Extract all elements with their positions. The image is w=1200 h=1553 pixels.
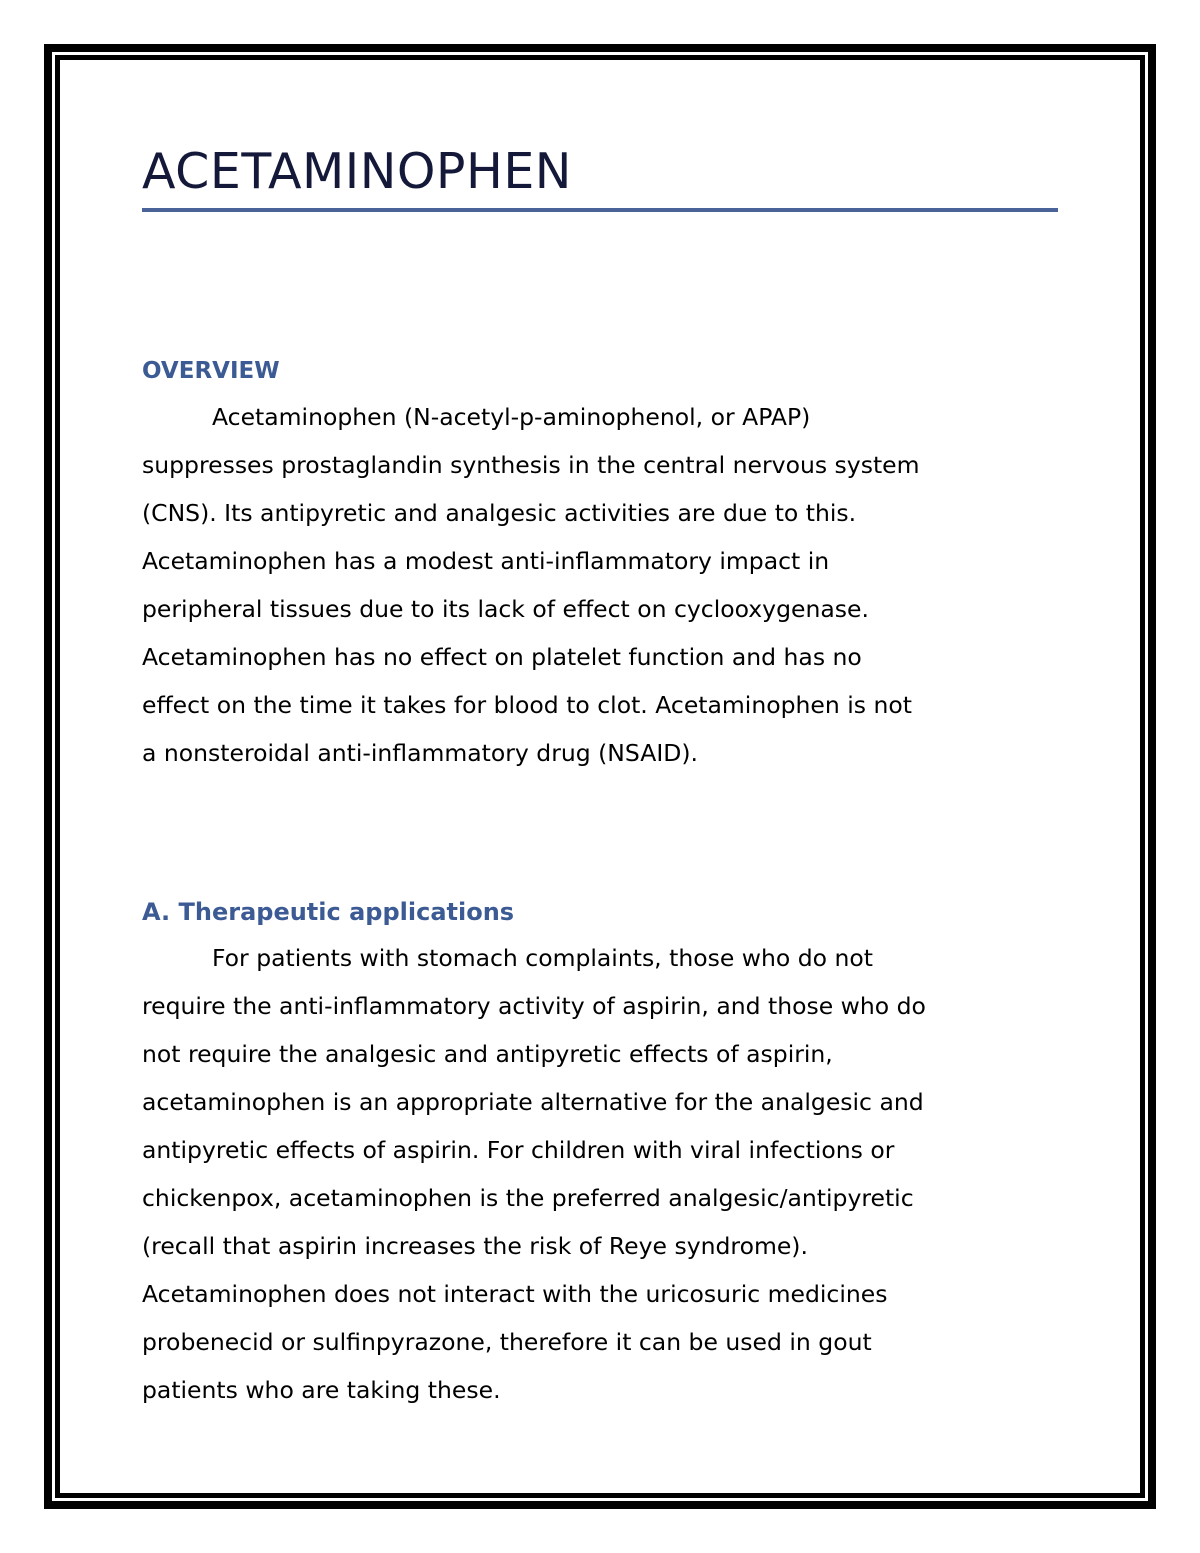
paragraph-line: Acetaminophen has a modest anti-inflammatory impact in — [142, 547, 830, 575]
overview-paragraph — [142, 393, 1060, 777]
paragraph-line: not require the analgesic and antipyretic effects of aspirin, — [142, 1040, 833, 1068]
document-title: ACETAMINOPHEN — [142, 143, 572, 200]
paragraph-line: Acetaminophen has no effect on platelet function and has no — [142, 643, 862, 671]
document-body — [142, 140, 1060, 1414]
section-heading-overview: OVERVIEW — [142, 358, 280, 384]
paragraph-line: a nonsteroidal anti-inflammatory drug (NSAID). — [142, 739, 698, 767]
paragraph-line: Acetaminophen (N-acetyl-p-aminophenol, or APAP) — [212, 403, 811, 431]
paragraph-line: acetaminophen is an appropriate alternative for the analgesic and — [142, 1088, 924, 1116]
paragraph-line: Acetaminophen does not interact with the uricosuric medicines — [142, 1280, 888, 1308]
paragraph-line: patients who are taking these. — [142, 1376, 501, 1404]
paragraph-line: For patients with stomach complaints, those who do not — [212, 944, 873, 972]
therapeutic-applications-paragraph — [142, 934, 1060, 1414]
paragraph-line: chickenpox, acetaminophen is the preferred analgesic/antipyretic — [142, 1184, 914, 1212]
section-heading-therapeutic-applications: A. Therapeutic applications — [142, 898, 515, 926]
paragraph-line: probenecid or sulfinpyrazone, therefore it can be used in gout — [142, 1328, 872, 1356]
paragraph-line: require the anti-inflammatory activity of aspirin, and those who do — [142, 992, 926, 1020]
title-underline — [142, 208, 1058, 212]
paragraph-line: (CNS). Its antipyretic and analgesic activities are due to this. — [142, 499, 857, 527]
paragraph-line: (recall that aspirin increases the risk of Reye syndrome). — [142, 1232, 808, 1260]
paragraph-line: antipyretic effects of aspirin. For children with viral infections or — [142, 1136, 895, 1164]
paragraph-line: peripheral tissues due to its lack of effect on cyclooxygenase. — [142, 595, 869, 623]
paragraph-line: effect on the time it takes for blood to clot. Acetaminophen is not — [142, 691, 912, 719]
paragraph-line: suppresses prostaglandin synthesis in the central nervous system — [142, 451, 920, 479]
